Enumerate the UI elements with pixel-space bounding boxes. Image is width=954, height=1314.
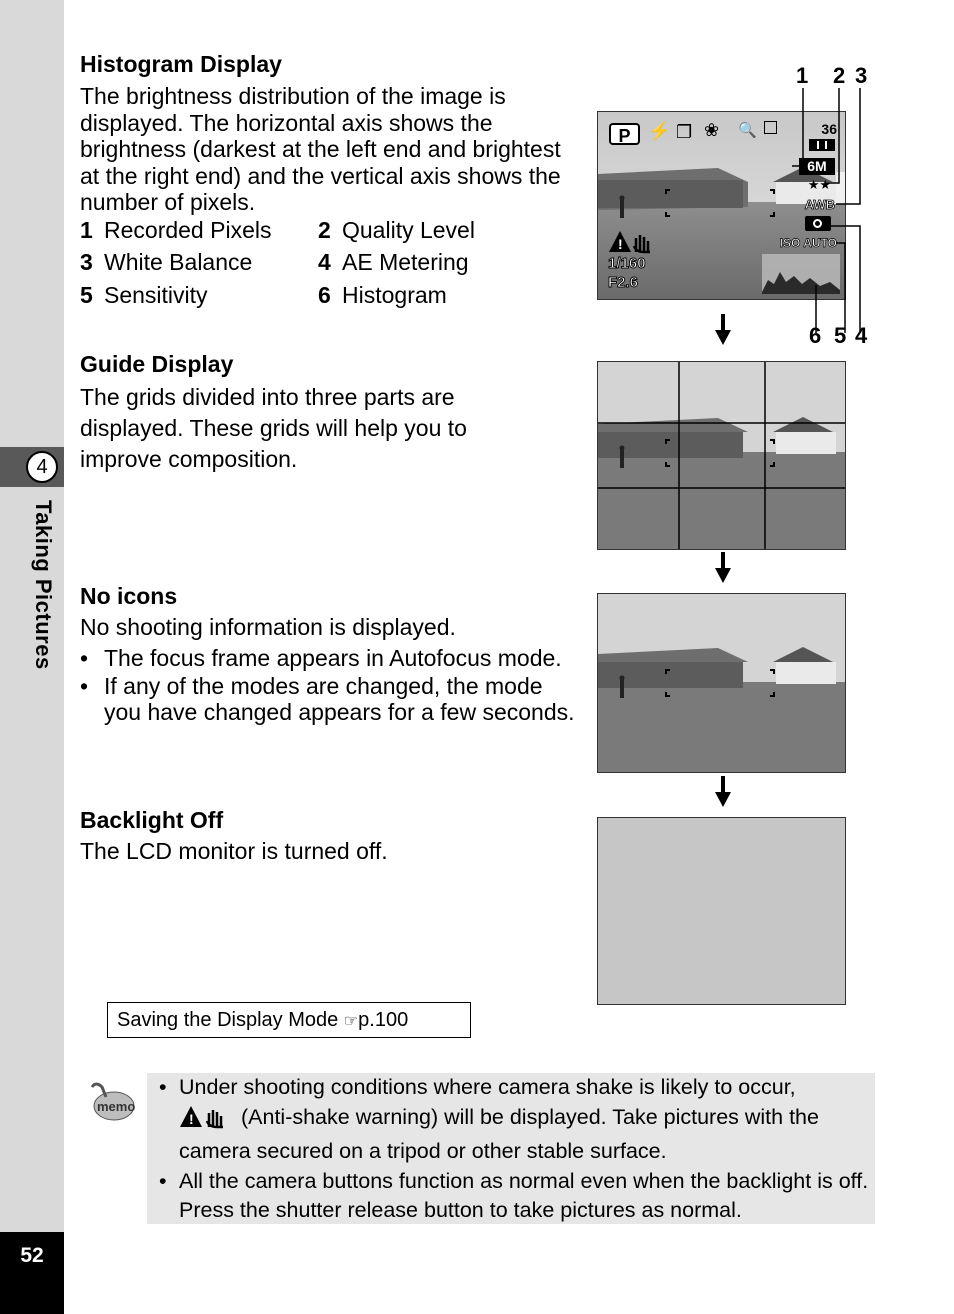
no-icons-body: No shooting information is displayed. <box>80 614 456 640</box>
legend-label: AE Metering <box>342 249 469 276</box>
reference-text: Saving the Display Mode <box>117 1009 339 1031</box>
reference-page[interactable]: p.100 <box>358 1009 409 1031</box>
list-item: • If any of the modes are changed, the mode you have changed appears for a few seconds. <box>80 673 580 726</box>
white-balance: AWB <box>804 197 835 212</box>
no-icons-heading: No icons <box>80 583 178 609</box>
quality-level: ★★ <box>807 177 831 192</box>
legend-number: 6 <box>318 281 331 308</box>
down-arrow-icon <box>713 314 733 346</box>
recorded-pixels: 6M <box>799 158 835 175</box>
shutter-speed: 1/160 <box>608 255 646 272</box>
chapter-title: Taking Pictures <box>31 500 56 670</box>
guide-body: The grids divided into three parts are displayed. These grids will help you to improve composition. <box>80 384 467 472</box>
list-item <box>159 1073 871 1167</box>
callout-2: 2 <box>833 63 846 88</box>
memo-item-1-before: Under shooting conditions where camera shake is likely to occur, <box>179 1075 796 1099</box>
pointing-hand-icon: ☞ <box>343 1013 359 1030</box>
legend-number: 1 <box>80 216 93 243</box>
memory-icon <box>764 121 777 134</box>
callout-lines <box>780 88 870 333</box>
callout-3: 3 <box>855 63 868 88</box>
macro-icon: ❀ <box>704 120 720 140</box>
drive-mode-icon: ❐ <box>676 122 693 142</box>
guide-screen <box>597 361 846 550</box>
legend-number: 2 <box>318 216 331 243</box>
memo-label: memo <box>97 1099 136 1114</box>
callout-6: 6 <box>809 323 822 348</box>
memo-item-1-after: (Anti-shake warning) will be displayed. Take pictures with the camera secured on a tripod or other stable surface. <box>179 1104 819 1163</box>
legend-label: Histogram <box>342 281 447 308</box>
down-arrow-icon <box>713 552 733 584</box>
flash-icon: ⚡ <box>648 121 671 141</box>
svg-text:!: ! <box>618 236 623 252</box>
histogram-body: The brightness distribution of the image is displayed. The horizontal axis shows the brightness (darkest at the left end and brightest at the right end) and the vertical axis shows the number of pixels. <box>80 83 561 215</box>
backlight-off-screen <box>597 817 846 1005</box>
backlight-body: The LCD monitor is turned off. <box>80 838 388 864</box>
legend-number: 3 <box>80 249 93 276</box>
camera-scene <box>598 594 846 773</box>
list-item: • The focus frame appears in Autofocus mode. <box>80 645 580 672</box>
legend-label: Recorded Pixels <box>104 216 272 243</box>
callout-1: 1 <box>796 63 809 88</box>
callout-4: 4 <box>855 323 868 348</box>
legend-label: Quality Level <box>342 216 475 243</box>
guide-heading: Guide Display <box>80 351 234 377</box>
callout-5: 5 <box>834 323 847 348</box>
memo-icon <box>88 1081 136 1130</box>
anti-shake-warning-icon <box>179 1105 235 1138</box>
histogram-legend <box>80 214 560 312</box>
aperture: F2.6 <box>608 274 639 291</box>
no-icons-bullets <box>80 645 580 727</box>
svg-text:!: ! <box>189 1110 194 1127</box>
sensitivity: ISO AUTO <box>779 236 837 250</box>
backlight-heading: Backlight Off <box>80 807 224 833</box>
legend-label: White Balance <box>104 249 253 276</box>
camera-scene <box>598 362 846 550</box>
chapter-number: 4 <box>26 451 58 483</box>
frames-remaining: 36 <box>821 121 837 137</box>
down-arrow-icon <box>713 776 733 808</box>
no-icons-screen <box>597 593 846 773</box>
page-number: 52 <box>0 1232 64 1314</box>
histogram-heading: Histogram Display <box>80 51 282 77</box>
legend-number: 5 <box>80 281 93 308</box>
legend-number: 4 <box>318 249 331 276</box>
zoom-icon: 🔍 <box>738 122 757 139</box>
mode-indicator: P <box>609 123 640 145</box>
list-item: • All the camera buttons function as normal even when the backlight is off. Press the shutter release button to take pictures as normal. <box>159 1167 871 1226</box>
legend-label: Sensitivity <box>104 281 208 308</box>
reference-box <box>107 1002 471 1038</box>
memo-box <box>147 1073 875 1224</box>
